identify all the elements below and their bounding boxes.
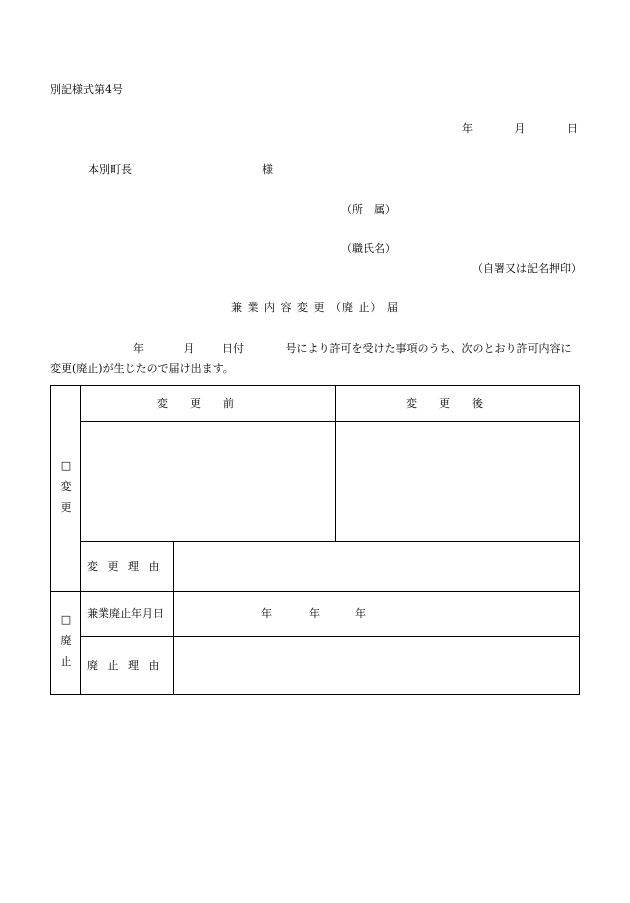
body-day-label: 日付 bbox=[222, 342, 244, 355]
form-number: 別記様式第4号 bbox=[50, 83, 123, 96]
body-text-rest: 号により許可を受けた事項のうち、次のとおり許可内容に bbox=[285, 342, 572, 355]
change-checkbox[interactable]: □ bbox=[60, 459, 72, 472]
addressee-title: 本別町長 bbox=[88, 163, 132, 176]
after-change-header: 変 更 後 bbox=[406, 397, 483, 410]
abolish-checkbox[interactable]: □ bbox=[60, 613, 72, 626]
abolish-date-day: 年 bbox=[355, 607, 366, 620]
change-label-char: 変 bbox=[60, 480, 72, 493]
change-section-label bbox=[51, 460, 81, 513]
abolish-date-label: 兼業廃止年月日 bbox=[87, 607, 164, 620]
change-reason-field[interactable] bbox=[179, 556, 574, 576]
change-label-char: 更 bbox=[60, 501, 72, 514]
change-abolish-table bbox=[50, 385, 580, 695]
abolish-date-month: 年 bbox=[309, 607, 320, 620]
body-text-line2: 変更(廃止)が生じたので届け出ます。 bbox=[50, 362, 234, 375]
table-divider bbox=[51, 591, 580, 592]
abolish-reason-field[interactable] bbox=[179, 648, 574, 684]
affiliation-label: （所 属） bbox=[341, 203, 396, 216]
table-divider bbox=[81, 636, 580, 637]
body-month-label: 月 bbox=[183, 342, 195, 355]
abolish-label-char: 廃 bbox=[60, 634, 72, 647]
abolish-date-year: 年 bbox=[261, 607, 272, 620]
form-title: 兼 業 内 容 変 更 （廃 止） 届 bbox=[231, 301, 399, 314]
addressee-honorific: 様 bbox=[262, 163, 273, 176]
submission-date bbox=[462, 123, 578, 134]
abolish-section-label bbox=[51, 614, 81, 667]
date-year-label: 年 bbox=[462, 122, 473, 135]
table-divider bbox=[81, 541, 580, 542]
after-change-field[interactable] bbox=[340, 428, 575, 536]
abolish-label-char: 止 bbox=[60, 655, 72, 668]
abolish-reason-label: 廃 止 理 由 bbox=[87, 659, 163, 672]
table-divider bbox=[173, 541, 174, 694]
table-divider bbox=[81, 421, 580, 422]
body-text-line1 bbox=[133, 343, 572, 354]
body-year-label: 年 bbox=[133, 342, 144, 355]
change-reason-label: 変 更 理 由 bbox=[87, 560, 163, 573]
table-divider bbox=[335, 386, 336, 542]
signature-note: （自署又は記名押印） bbox=[472, 262, 582, 275]
before-change-field[interactable] bbox=[85, 428, 330, 536]
before-change-header: 変 更 前 bbox=[157, 397, 234, 410]
staff-name-label: （職氏名） bbox=[341, 242, 396, 255]
date-day-label: 日 bbox=[567, 122, 578, 135]
date-month-label: 月 bbox=[514, 122, 526, 135]
